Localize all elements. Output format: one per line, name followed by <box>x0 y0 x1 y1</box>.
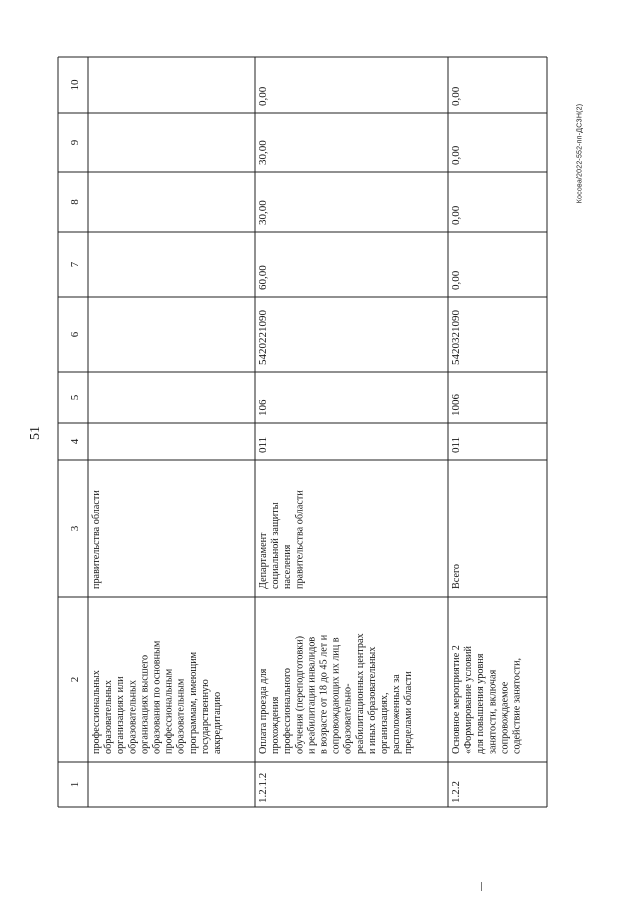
row-executor-line: социальной защиты <box>270 502 282 589</box>
row-name-line: организациях или <box>115 676 127 754</box>
row-name-line: образовательным <box>175 678 187 754</box>
row-name-line: профессиональных <box>91 670 102 754</box>
row-executor-line: Всего <box>451 564 462 589</box>
row-grbs: 011 <box>257 436 269 453</box>
row-name-line: организациях, <box>379 692 390 754</box>
row-name-line: организациях высшего <box>139 654 151 754</box>
row-name-line: «Формирование условий <box>463 646 475 754</box>
row-value-2025: 0,00 <box>257 86 269 106</box>
row-name-line: образовательно- <box>342 683 354 754</box>
row-name-line: для повышения уровня <box>475 653 487 754</box>
row-name-line: Основное мероприятие 2 <box>451 645 462 754</box>
row-name-line: расположенных за <box>391 674 403 754</box>
row-executor-line: Департамент <box>258 532 269 589</box>
row-number: 1.2.1.2 <box>257 772 269 803</box>
document-code: Косова/2022-552-пп-ДСЗН(2) <box>576 103 584 204</box>
row-name-line: программам, имеющим <box>187 651 199 754</box>
row-name-line: образовательных <box>127 680 139 754</box>
row-name-line: образования по основным <box>151 640 163 754</box>
row-executor-line: правительства области <box>91 490 102 589</box>
column-number-10: 10 <box>69 79 81 91</box>
row-name-line: профессиональным <box>163 668 175 754</box>
row-executor-line: правительства области <box>294 490 306 589</box>
row-name-line: профессионального <box>282 668 294 754</box>
row-name-line: обучения (переподготовки) <box>294 635 306 754</box>
column-number-7: 7 <box>69 261 81 268</box>
row-number: 1.2.2 <box>450 781 462 803</box>
row-name-line: образовательных <box>103 680 115 754</box>
row-value-2025: 0,00 <box>450 86 462 106</box>
table-cells <box>69 79 523 803</box>
row-csr: 5420221090 <box>257 310 269 365</box>
row-grbs: 011 <box>450 436 462 453</box>
row-name-line: аккредитацию <box>212 691 223 754</box>
row-rzpr: 106 <box>257 399 269 416</box>
row-value-2022: 60,00 <box>257 265 269 290</box>
row-executor-line: населения <box>282 544 294 589</box>
page-number: 51 <box>28 426 43 440</box>
row-name-line: прохождения <box>270 696 282 754</box>
row-name-line: государственную <box>199 679 211 754</box>
row-name-line: реабилитационных центрах <box>354 633 366 754</box>
row-name-line: пределами области <box>403 671 415 754</box>
column-number-4: 4 <box>69 438 81 445</box>
row-value-2022: 0,00 <box>450 270 462 290</box>
column-number-9: 9 <box>69 139 81 146</box>
row-csr: 5420321090 <box>450 310 462 365</box>
row-name-line: в возрасте от 18 до 45 лет и <box>318 634 330 754</box>
row-name-line: занятости, включая <box>487 669 499 754</box>
column-number-1: 1 <box>69 781 81 788</box>
row-name-line: и иных образовательных <box>366 646 378 754</box>
row-value-2023: 30,00 <box>257 200 269 225</box>
row-name-line: и реабилитации инвалидов <box>306 636 318 754</box>
row-name-line: Оплата проезда для <box>258 668 269 754</box>
column-number-6: 6 <box>69 331 81 338</box>
row-value-2023: 0,00 <box>450 205 462 225</box>
row-name-line: сопровождающих их лиц в <box>330 637 342 754</box>
column-number-3: 3 <box>69 525 81 532</box>
column-number-2: 2 <box>69 676 81 683</box>
row-value-2024: 30,00 <box>257 140 269 165</box>
column-number-8: 8 <box>69 199 81 205</box>
row-name-line: содействие занятости, <box>511 657 523 754</box>
row-value-2024: 0,00 <box>450 145 462 165</box>
row-name-line: сопровождаемое <box>499 681 511 754</box>
column-number-5: 5 <box>69 394 81 401</box>
row-rzpr: 1006 <box>450 394 462 416</box>
